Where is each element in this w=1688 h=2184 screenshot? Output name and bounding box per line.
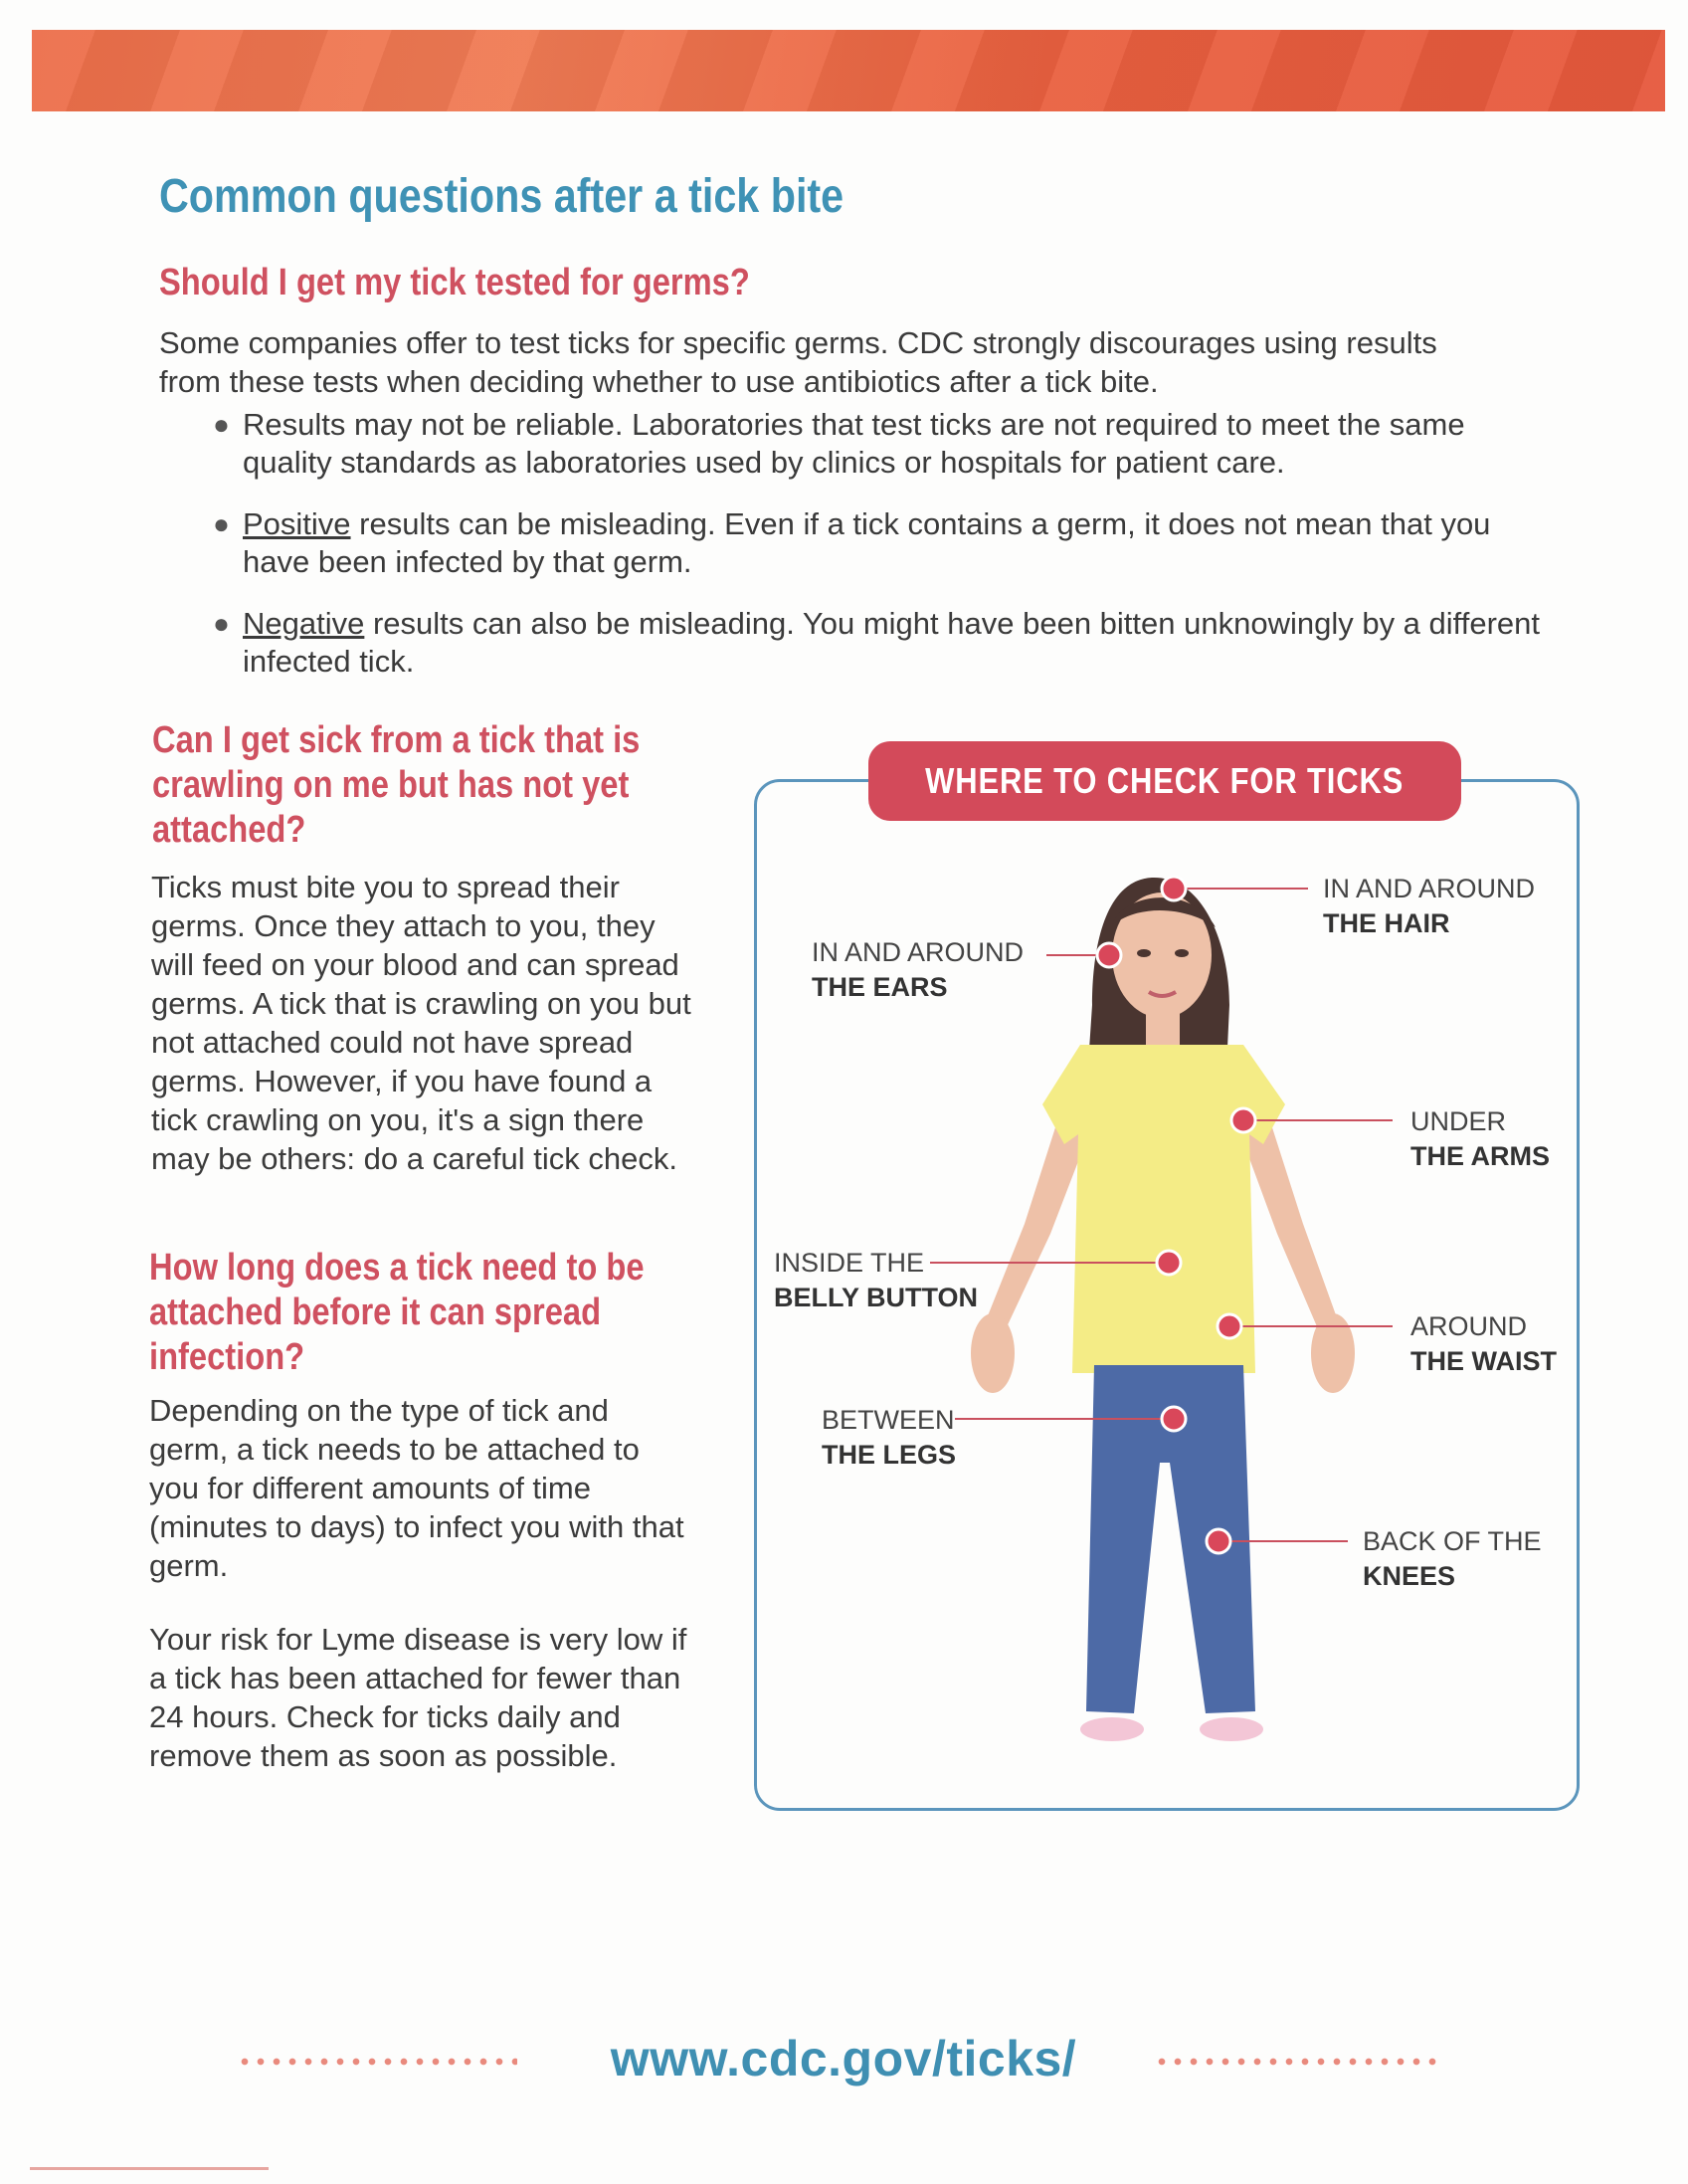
bullet-text: Results may not be reliable. Laboratories that test ticks are not required to meet the same quality standards as laboratories used by clinics or hospitals for patient care. <box>243 407 1465 480</box>
label-waist-line1: AROUND <box>1410 1311 1528 1341</box>
label-knees-line1: BACK OF THE <box>1363 1526 1542 1556</box>
label-arms-line2: THE ARMS <box>1410 1141 1550 1171</box>
bottom-rule <box>30 2167 269 2170</box>
label-arms-line1: UNDER <box>1410 1106 1507 1136</box>
bullet-lead: Negative <box>243 606 365 641</box>
label-legs <box>822 1403 956 1473</box>
label-ears <box>812 935 1024 1005</box>
bullet-text: results can be misleading. Even if a tick contains a germ, it does not mean that you have been infected by that germ. <box>243 506 1491 579</box>
label-legs-line2: THE LEGS <box>822 1440 957 1470</box>
label-ears-line2: THE EARS <box>812 972 948 1002</box>
waist-marker <box>1218 1314 1241 1338</box>
section-heading-attachment-time: How long does a tick need to be attached before it can spread infection? <box>149 1247 645 1378</box>
legs-marker <box>1162 1407 1186 1431</box>
ears-marker <box>1097 943 1121 967</box>
label-arms <box>1410 1104 1550 1174</box>
label-legs-line1: BETWEEN <box>822 1405 955 1435</box>
knees-marker <box>1207 1529 1230 1553</box>
label-waist-line2: THE WAIST <box>1410 1346 1557 1376</box>
bullet-icon: ● <box>213 409 230 440</box>
bullet-icon: ● <box>213 508 230 539</box>
label-knees <box>1363 1524 1542 1594</box>
left-shoe-shape <box>1080 1717 1144 1741</box>
section-body-attachment-time: Depending on the type of tick and germ, a tick needs to be attached to you for different amounts of time (minutes to days) to infect you with that germ. <box>149 1393 684 1583</box>
left-eye-shape <box>1137 949 1151 957</box>
belly-marker <box>1157 1251 1181 1275</box>
page-title: Common questions after a tick bite <box>159 170 844 223</box>
bullet-lead: Positive <box>243 506 351 541</box>
right-shoe-shape <box>1200 1717 1263 1741</box>
section-body-lyme-risk: Your risk for Lyme disease is very low if a tick has been attached for fewer than 24 hours. Check for ticks daily and remove them as soon as possible. <box>149 1622 687 1773</box>
arms-marker <box>1231 1108 1255 1132</box>
left-hand-shape <box>971 1313 1015 1393</box>
shirt-shape <box>1042 1045 1285 1373</box>
label-hair-line2: THE HAIR <box>1323 908 1450 938</box>
label-hair <box>1323 872 1535 941</box>
tick-check-title: WHERE TO CHECK FOR TICKS <box>925 760 1405 801</box>
footer-dots-left <box>237 2058 517 2066</box>
label-belly-line2: BELLY BUTTON <box>774 1283 979 1312</box>
label-knees-line2: KNEES <box>1363 1561 1456 1591</box>
label-belly-line1: INSIDE THE <box>774 1248 925 1278</box>
section-body-crawling-tick: Ticks must bite you to spread their germs. Once they attach to you, they will feed on your blood and can spread germs. A tick that is crawling on you but not attached could not have spread germs. However, if you have found a tick crawling on you, it's a sign there may be others: do a careful tick check. <box>151 870 691 1176</box>
section-heading-crawling-tick: Can I get sick from a tick that is crawling on me but has not yet attached? <box>152 719 641 851</box>
bullet-icon: ● <box>213 608 230 639</box>
label-belly <box>774 1246 978 1315</box>
label-waist <box>1410 1309 1557 1379</box>
hair-marker <box>1162 877 1186 900</box>
label-hair-line1: IN AND AROUND <box>1323 874 1536 903</box>
right-eye-shape <box>1175 949 1189 957</box>
footer-dots-right <box>1154 2058 1442 2066</box>
section-heading-tick-testing: Should I get my tick tested for germs? <box>159 262 750 303</box>
label-ears-line1: IN AND AROUND <box>812 937 1025 967</box>
footer-url-link[interactable]: www.cdc.gov/ticks/ <box>610 2031 1077 2086</box>
section-intro-tick-testing: Some companies offer to test ticks for specific germs. CDC strongly discourages using results from these tests when deciding whether to use antibiotics after a tick bite. <box>159 325 1437 399</box>
bullet-text: results can also be misleading. You might have been bitten unknowingly by a different infected tick. <box>243 606 1540 679</box>
